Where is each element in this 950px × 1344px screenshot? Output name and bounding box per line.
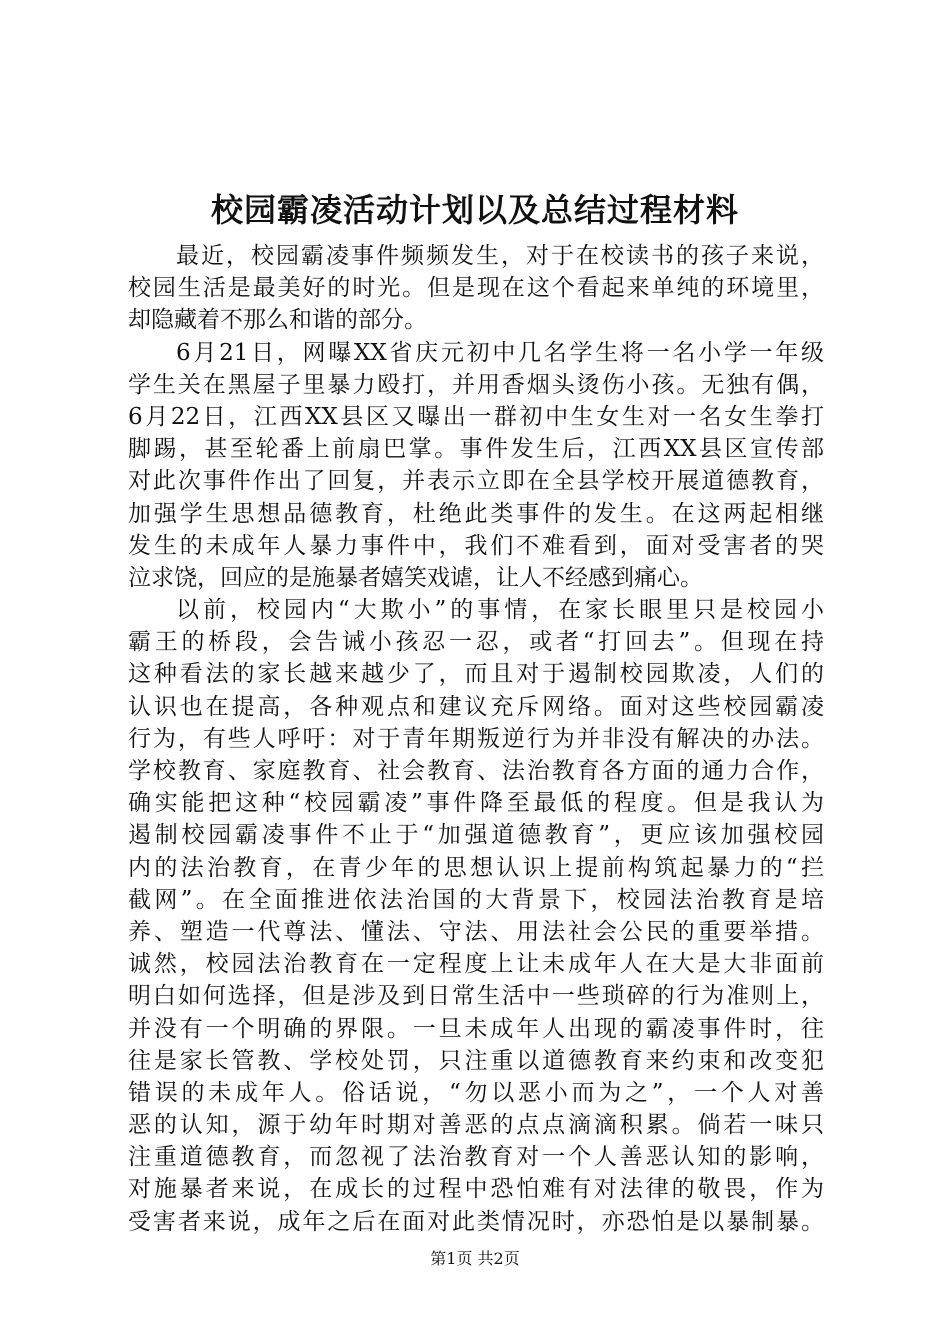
text-line: 诚然，校园法治教育在一定程度上让未成年人在大是大非面前 (128, 951, 824, 978)
text-line: 确实能把这种“校园霸凌”事件降至最低的程度。但是我认为 (128, 790, 824, 817)
text-line: 认识也在提高，各种观点和建议充斥网络。面对这些校园霸凌 (128, 693, 824, 720)
text-line: 内的法治教育，在青少年的思想认识上提前构筑起暴力的“拦 (128, 854, 824, 881)
text-line: 往是家长管教、学校处罚，只注重以道德教育来约束和改变犯 (128, 1047, 824, 1074)
text-line: 恶的认知，源于幼年时期对善恶的点点滴滴积累。倘若一味只 (128, 1112, 824, 1139)
text-line: 这种看法的家长越来越少了，而且对于遏制校园欺凌，人们的 (128, 661, 824, 688)
text-line: 养、塑造一代尊法、懂法、守法、用法社会公民的重要举措。 (128, 918, 824, 945)
text-line: 以前，校园内“大欺小”的事情，在家长眼里只是校园小 (176, 597, 824, 624)
text-line: 对施暴者来说，在成长的过程中恐怕难有对法律的敬畏，作为 (128, 1176, 824, 1203)
text-line: 学校教育、家庭教育、社会教育、法治教育各方面的通力合作， (128, 758, 824, 784)
text-line: 发生的未成年人暴力事件中，我们不难看到，面对受害者的哭 (128, 532, 824, 559)
text-line: 6月21日，网曝XX省庆元初中几名学生将一名小学一年级 (176, 339, 824, 366)
text-line: 行为，有些人呼吁：对于青年期叛逆行为并非没有解决的办法。 (128, 725, 824, 752)
text-line: 加强学生思想品德教育，杜绝此类事件的发生。在这两起相继 (128, 500, 824, 527)
document-title: 校园霸凌活动计划以及总结过程材料 (210, 191, 739, 229)
document-body (128, 240, 824, 1238)
text-line: 明白如何选择，但是涉及到日常生活中一些琐碎的行为准则上， (128, 983, 824, 1010)
text-line: 霸王的桥段，会告诫小孩忍一忍，或者“打回去”。但现在持 (128, 629, 824, 656)
text-line: 截网”。在全面推进依法治国的大背景下，校园法治教育是培 (128, 886, 824, 913)
text-line: 学生关在黑屋子里暴力殴打，并用香烟头烫伤小孩。无独有偶， (128, 371, 824, 398)
text-line: 6月22日，江西XX县区又曝出一群初中生女生对一名女生拳打 (128, 403, 824, 430)
page-footer: 第1页 共2页 (430, 1249, 520, 1268)
text-line: 错误的未成年人。俗话说，“勿以恶小而为之”，一个人对善 (128, 1079, 824, 1106)
text-line: 对此次事件作出了回复，并表示立即在全县学校开展道德教育， (128, 468, 824, 495)
text-line: 遏制校园霸凌事件不止于“加强道德教育”，更应该加强校园 (128, 822, 824, 849)
text-line: 泣求饶，回应的是施暴者嬉笑戏谑，让人不经感到痛心。 (128, 564, 703, 591)
text-line: 脚踢，甚至轮番上前扇巴掌。事件发生后，江西XX县区宣传部 (128, 436, 824, 463)
text-line: 受害者来说，成年之后在面对此类情况时，亦恐怕是以暴制暴。 (128, 1208, 824, 1235)
text-line: 却隐藏着不那么和谐的部分。 (128, 307, 427, 334)
text-line: 并没有一个明确的界限。一旦未成年人出现的霸凌事件时，往 (128, 1015, 824, 1042)
text-line: 最近，校园霸凌事件频频发生，对于在校读书的孩子来说， (176, 243, 824, 269)
text-line: 校园生活是最美好的时光。但是现在这个看起来单纯的环境里， (128, 275, 824, 302)
text-line: 注重道德教育，而忽视了法治教育对一个人善恶认知的影响， (128, 1144, 824, 1171)
